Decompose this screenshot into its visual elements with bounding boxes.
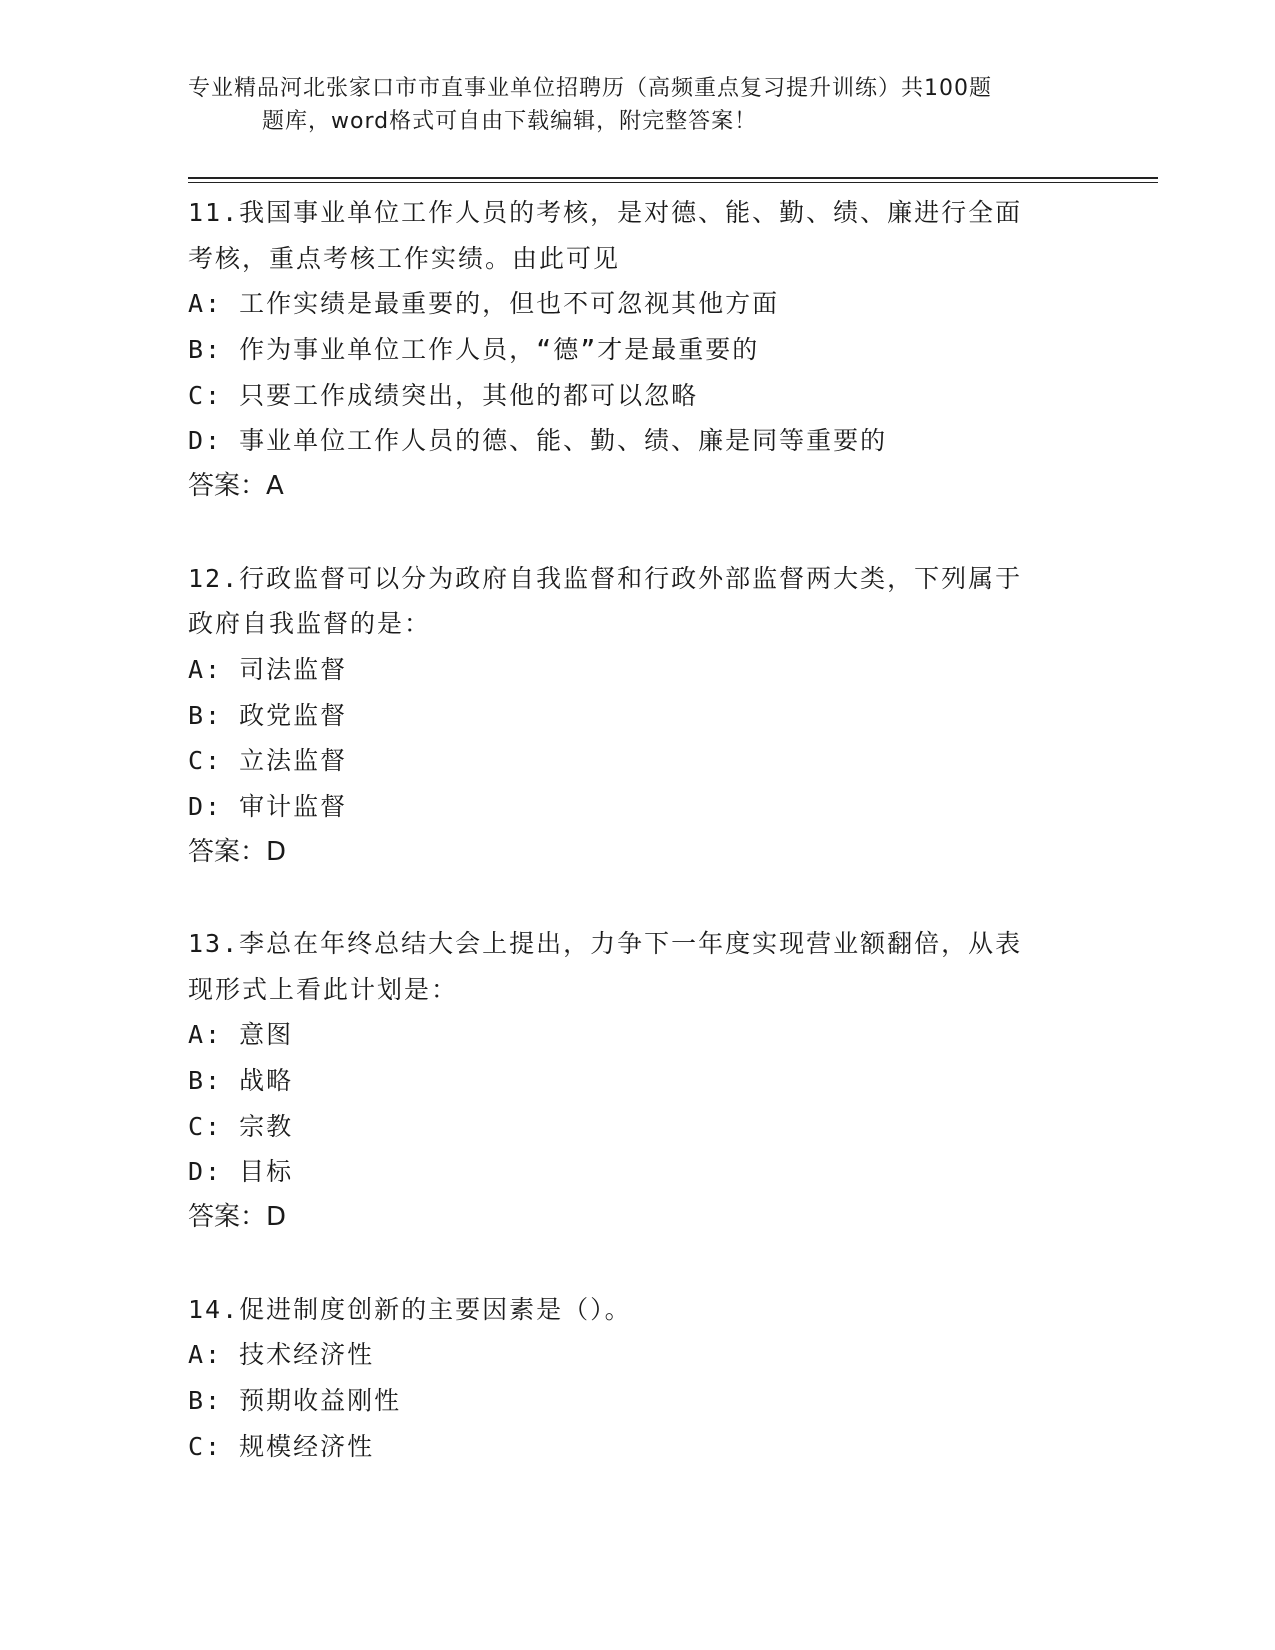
answer-label: 答案：D <box>188 1202 287 1233</box>
question-stem-line: 12.行政监督可以分为政府自我监督和行政外部监督两大类，下列属于 <box>188 563 1023 593</box>
option-c: C: 只要工作成绩突出，其他的都可以忽略 <box>188 380 699 410</box>
document-title-line-2: 题库，word格式可自由下载编辑，附完整答案！ <box>262 109 758 134</box>
option-c: C: 立法监督 <box>188 746 348 776</box>
document-title-line-1: 专业精品河北张家口市市直事业单位招聘历（高频重点复习提升训练）共100题 <box>188 76 992 101</box>
option-d: D: 目标 <box>188 1157 294 1187</box>
option-c: C: 宗教 <box>188 1111 294 1141</box>
option-a: A: 意图 <box>188 1020 294 1050</box>
spacer <box>188 510 1088 556</box>
option-c: C: 规模经济性 <box>188 1431 375 1461</box>
option-a: A: 司法监督 <box>188 654 348 684</box>
option-a: A: 技术经济性 <box>188 1340 375 1370</box>
question-14 <box>188 1287 1088 1470</box>
question-stem-line: 现形式上看此计划是： <box>188 974 459 1004</box>
document-header <box>188 72 1088 138</box>
question-stem-line: 13.李总在年终总结大会上提出，力争下一年度实现营业额翻倍，从表 <box>188 929 1023 958</box>
question-stem-line: 11.我国事业单位工作人员的考核，是对德、能、勤、绩、廉进行全面 <box>188 198 1023 227</box>
option-b: B: 作为事业单位工作人员，“德”才是最重要的 <box>188 335 760 365</box>
question-13 <box>188 921 1088 1241</box>
answer-label: 答案：A <box>188 471 284 502</box>
question-stem-line: 考核，重点考核工作实绩。由此可见 <box>188 243 621 273</box>
question-stem-line: 14.促进制度创新的主要因素是（）。 <box>188 1294 632 1324</box>
option-b: B: 预期收益刚性 <box>188 1385 402 1415</box>
header-divider-thick <box>188 177 1158 179</box>
option-d: D: 审计监督 <box>188 791 348 821</box>
option-a: A: 工作实绩是最重要的，但也不可忽视其他方面 <box>188 289 780 319</box>
question-stem-line: 政府自我监督的是： <box>188 609 432 639</box>
question-12 <box>188 556 1088 876</box>
option-b: B: 战略 <box>188 1066 294 1096</box>
spacer <box>188 875 1088 921</box>
option-b: B: 政党监督 <box>188 700 348 730</box>
spacer <box>188 1241 1088 1287</box>
header-divider-thin <box>188 182 1158 183</box>
question-11 <box>188 190 1088 510</box>
answer-label: 答案：D <box>188 836 287 867</box>
option-d: D: 事业单位工作人员的德、能、勤、绩、廉是同等重要的 <box>188 426 888 456</box>
question-list <box>188 190 1088 1469</box>
